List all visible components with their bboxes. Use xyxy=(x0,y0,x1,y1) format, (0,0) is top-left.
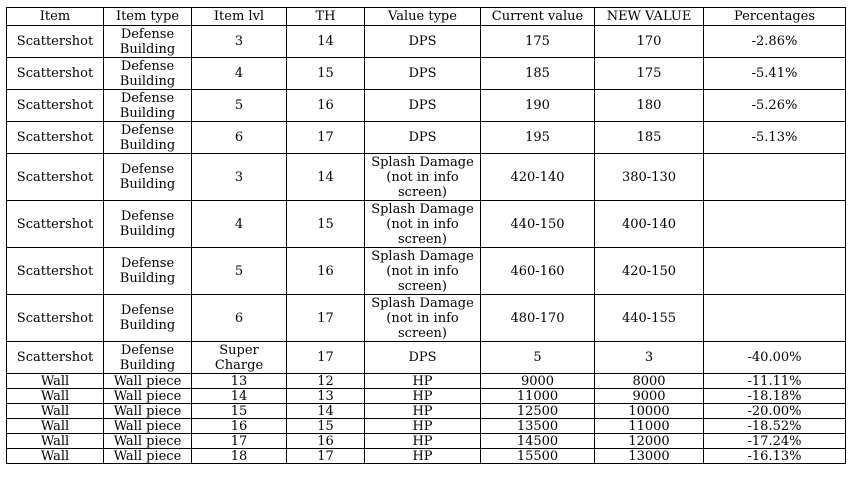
cell-current-value: 9000 xyxy=(481,374,595,389)
cell-value-type: HP xyxy=(365,404,481,419)
cell-current-value: 15500 xyxy=(481,449,595,464)
cell-item: Wall xyxy=(7,374,104,389)
cell-th: 12 xyxy=(287,374,365,389)
cell-current-value: 480-170 xyxy=(481,295,595,342)
cell-item: Wall xyxy=(7,434,104,449)
cell-th: 16 xyxy=(287,90,365,122)
cell-value-type: DPS xyxy=(365,58,481,90)
cell-item-type: Wall piece xyxy=(104,404,192,419)
table-row xyxy=(7,122,846,154)
balance-changes-table xyxy=(6,7,846,464)
cell-item-lvl: 18 xyxy=(192,449,287,464)
cell-item-lvl: 6 xyxy=(192,122,287,154)
cell-th: 14 xyxy=(287,26,365,58)
cell-item: Wall xyxy=(7,404,104,419)
cell-new-value: 175 xyxy=(595,58,704,90)
cell-percentage xyxy=(704,201,846,248)
cell-value-type: HP xyxy=(365,419,481,434)
cell-item-type: Defense Building xyxy=(104,295,192,342)
cell-th: 17 xyxy=(287,295,365,342)
cell-value-type: HP xyxy=(365,389,481,404)
header-row xyxy=(7,8,846,26)
cell-current-value: 175 xyxy=(481,26,595,58)
cell-item-lvl: 6 xyxy=(192,295,287,342)
cell-item-type: Wall piece xyxy=(104,389,192,404)
cell-value-type: HP xyxy=(365,434,481,449)
cell-current-value: 12500 xyxy=(481,404,595,419)
table-row xyxy=(7,374,846,389)
header-value-type: Value type xyxy=(365,8,481,26)
cell-item-type: Defense Building xyxy=(104,248,192,295)
cell-item: Scattershot xyxy=(7,248,104,295)
cell-percentage xyxy=(704,154,846,201)
cell-percentage: -5.41% xyxy=(704,58,846,90)
cell-value-type: HP xyxy=(365,449,481,464)
table-row xyxy=(7,434,846,449)
cell-new-value: 12000 xyxy=(595,434,704,449)
cell-value-type: HP xyxy=(365,374,481,389)
cell-new-value: 3 xyxy=(595,342,704,374)
cell-th: 17 xyxy=(287,122,365,154)
cell-new-value: 400-140 xyxy=(595,201,704,248)
cell-item: Scattershot xyxy=(7,201,104,248)
cell-current-value: 185 xyxy=(481,58,595,90)
cell-th: 16 xyxy=(287,434,365,449)
table-row xyxy=(7,342,846,374)
cell-current-value: 195 xyxy=(481,122,595,154)
cell-item-lvl: 3 xyxy=(192,26,287,58)
cell-item-type: Defense Building xyxy=(104,122,192,154)
cell-item-lvl: 5 xyxy=(192,248,287,295)
cell-item-type: Defense Building xyxy=(104,58,192,90)
cell-item: Scattershot xyxy=(7,122,104,154)
cell-item: Wall xyxy=(7,449,104,464)
table-row xyxy=(7,419,846,434)
cell-item: Scattershot xyxy=(7,90,104,122)
cell-percentage: -18.52% xyxy=(704,419,846,434)
table-row xyxy=(7,389,846,404)
cell-new-value: 8000 xyxy=(595,374,704,389)
cell-new-value: 180 xyxy=(595,90,704,122)
cell-item-lvl: 16 xyxy=(192,419,287,434)
cell-percentage: -20.00% xyxy=(704,404,846,419)
cell-value-type: Splash Damage (not in info screen) xyxy=(365,201,481,248)
cell-th: 15 xyxy=(287,201,365,248)
cell-percentage: -17.24% xyxy=(704,434,846,449)
cell-item-lvl: Super Charge xyxy=(192,342,287,374)
cell-item: Wall xyxy=(7,419,104,434)
cell-item-type: Defense Building xyxy=(104,26,192,58)
cell-value-type: DPS xyxy=(365,122,481,154)
table-row xyxy=(7,295,846,342)
cell-new-value: 11000 xyxy=(595,419,704,434)
cell-new-value: 380-130 xyxy=(595,154,704,201)
table-row xyxy=(7,90,846,122)
cell-current-value: 5 xyxy=(481,342,595,374)
header-item-type: Item type xyxy=(104,8,192,26)
cell-item-lvl: 13 xyxy=(192,374,287,389)
cell-value-type: DPS xyxy=(365,26,481,58)
cell-th: 15 xyxy=(287,419,365,434)
cell-percentage: -40.00% xyxy=(704,342,846,374)
cell-item-lvl: 3 xyxy=(192,154,287,201)
cell-current-value: 190 xyxy=(481,90,595,122)
table-row xyxy=(7,248,846,295)
table-row xyxy=(7,449,846,464)
cell-item-lvl: 14 xyxy=(192,389,287,404)
cell-current-value: 11000 xyxy=(481,389,595,404)
cell-item: Scattershot xyxy=(7,26,104,58)
header-th: TH xyxy=(287,8,365,26)
header-item-lvl: Item lvl xyxy=(192,8,287,26)
cell-th: 17 xyxy=(287,342,365,374)
cell-th: 14 xyxy=(287,404,365,419)
header-current-value: Current value xyxy=(481,8,595,26)
cell-item-type: Defense Building xyxy=(104,154,192,201)
table-row xyxy=(7,404,846,419)
cell-percentage: -18.18% xyxy=(704,389,846,404)
cell-new-value: 185 xyxy=(595,122,704,154)
cell-item-type: Wall piece xyxy=(104,419,192,434)
cell-item-type: Defense Building xyxy=(104,201,192,248)
cell-value-type: Splash Damage (not in info screen) xyxy=(365,154,481,201)
cell-th: 17 xyxy=(287,449,365,464)
cell-th: 16 xyxy=(287,248,365,295)
cell-item-lvl: 17 xyxy=(192,434,287,449)
cell-percentage: -16.13% xyxy=(704,449,846,464)
cell-item-type: Wall piece xyxy=(104,374,192,389)
cell-current-value: 420-140 xyxy=(481,154,595,201)
cell-percentage xyxy=(704,295,846,342)
balance-table-container xyxy=(6,7,846,464)
table-row xyxy=(7,201,846,248)
cell-percentage: -2.86% xyxy=(704,26,846,58)
cell-th: 14 xyxy=(287,154,365,201)
cell-new-value: 170 xyxy=(595,26,704,58)
header-percentages: Percentages xyxy=(704,8,846,26)
table-row xyxy=(7,58,846,90)
header-new-value: NEW VALUE xyxy=(595,8,704,26)
cell-value-type: Splash Damage (not in info screen) xyxy=(365,248,481,295)
cell-new-value: 13000 xyxy=(595,449,704,464)
cell-item-type: Wall piece xyxy=(104,434,192,449)
cell-percentage: -5.26% xyxy=(704,90,846,122)
cell-item-lvl: 5 xyxy=(192,90,287,122)
cell-th: 13 xyxy=(287,389,365,404)
cell-percentage: -11.11% xyxy=(704,374,846,389)
cell-new-value: 9000 xyxy=(595,389,704,404)
cell-item-type: Defense Building xyxy=(104,90,192,122)
cell-current-value: 13500 xyxy=(481,419,595,434)
cell-current-value: 440-150 xyxy=(481,201,595,248)
cell-item-lvl: 4 xyxy=(192,58,287,90)
cell-value-type: DPS xyxy=(365,90,481,122)
cell-th: 15 xyxy=(287,58,365,90)
cell-current-value: 14500 xyxy=(481,434,595,449)
cell-item-type: Defense Building xyxy=(104,342,192,374)
table-row xyxy=(7,26,846,58)
cell-value-type: Splash Damage (not in info screen) xyxy=(365,295,481,342)
cell-new-value: 440-155 xyxy=(595,295,704,342)
cell-new-value: 420-150 xyxy=(595,248,704,295)
cell-percentage: -5.13% xyxy=(704,122,846,154)
cell-percentage xyxy=(704,248,846,295)
cell-current-value: 460-160 xyxy=(481,248,595,295)
table-row xyxy=(7,154,846,201)
cell-new-value: 10000 xyxy=(595,404,704,419)
cell-value-type: DPS xyxy=(365,342,481,374)
cell-item-lvl: 15 xyxy=(192,404,287,419)
cell-item: Scattershot xyxy=(7,58,104,90)
cell-item: Scattershot xyxy=(7,154,104,201)
cell-item: Scattershot xyxy=(7,342,104,374)
cell-item: Scattershot xyxy=(7,295,104,342)
cell-item: Wall xyxy=(7,389,104,404)
cell-item-type: Wall piece xyxy=(104,449,192,464)
header-item: Item xyxy=(7,8,104,26)
cell-item-lvl: 4 xyxy=(192,201,287,248)
